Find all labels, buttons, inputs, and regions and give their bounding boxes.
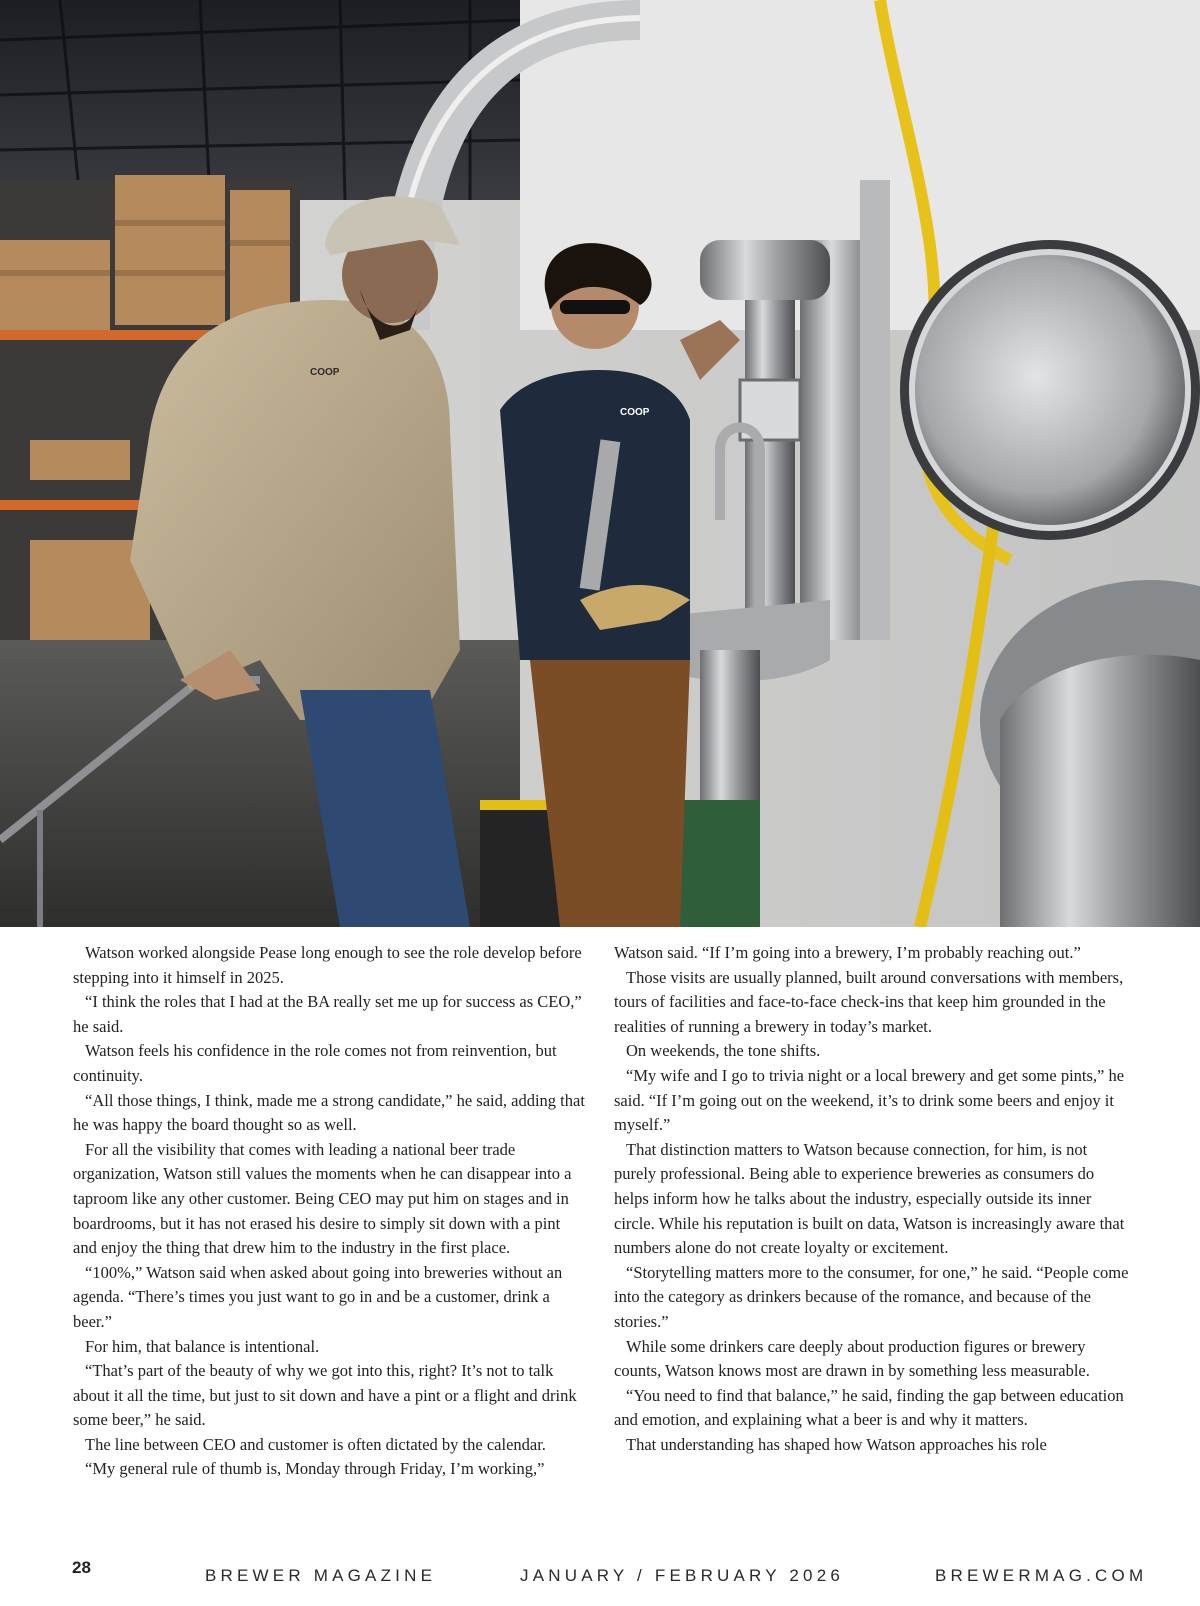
article-column-left [73, 941, 588, 1482]
paragraph: “All those things, I think, made me a strong candidate,” he said, adding that he was happy the board thought so as well. [73, 1090, 585, 1135]
paragraph: “I think the roles that I had at the BA really set me up for success as CEO,” he said. [73, 992, 582, 1036]
paragraph: “That’s part of the beauty of why we got into this, right? It’s not to talk about it all the time, but just to sit down and have a pint or a flight and drink some beer,” he said. [73, 1361, 577, 1430]
paragraph: For him, that balance is intentional. [85, 1336, 320, 1356]
paragraph: While some drinkers care deeply about production figures or brewery counts, Watson knows most are drawn in by something less measurable. [614, 1336, 1090, 1381]
shirt-logo: COOP [620, 407, 650, 418]
paragraph: That distinction matters to Watson because connection, for him, is not purely professional. Being able to experience breweries as consumers do helps inform how he talks about the industry, especially outside its inner circle. While his reputation is built on data, Watson is increasingly aware that numbers alone do not create loyalty or excitement. [614, 1139, 1125, 1258]
article-column-right [614, 941, 1129, 1482]
paragraph: Watson worked alongside Pease long enough to see the role develop before stepping into it himself in 2025. [73, 943, 582, 987]
paragraph: “My wife and I go to trivia night or a local brewery and get some pints,” he said. “If I’m going out on the weekend, it’s to drink some beers and enjoy it myself.” [614, 1065, 1125, 1135]
paragraph: Those visits are usually planned, built around conversations with members, tours of facilities and face-to-face check-ins that keep him grounded in the realities of running a brewery in today’s market. [614, 967, 1124, 1036]
article-body [73, 941, 1129, 1482]
paragraph: “My general rule of thumb is, Monday through Friday, I’m working,” [85, 1459, 545, 1479]
page-number: 28 [72, 1558, 91, 1577]
paragraph: That understanding has shaped how Watson approaches his role [626, 1434, 1047, 1454]
paragraph: Watson feels his confidence in the role comes not from reinvention, but continuity. [73, 1041, 557, 1085]
paragraph: “Storytelling matters more to the consumer, for one,” he said. “People come into the category as drinkers because of the romance, and because of the stories.” [614, 1262, 1129, 1331]
magazine-name: BREWER MAGAZINE [205, 1566, 437, 1585]
paragraph: “You need to find that balance,” he said, finding the gap between education and emotion, and explaining what a beer is and why it matters. [614, 1385, 1124, 1430]
paragraph: “100%,” Watson said when asked about going into breweries without an agenda. “There’s times you just want to go in and be a customer, drink a beer.” [73, 1262, 563, 1331]
paragraph: For all the visibility that comes with leading a national beer trade organization, Watson still values the moments when he can disappear into a taproom like any other customer. Being CEO may put him on stages and in boardrooms, but it has not erased his desire to simply sit down with a pint and enjoy the thing that drew him to the industry in the first place. [73, 1139, 572, 1258]
website-url[interactable]: BREWERMAG.COM [935, 1566, 1148, 1585]
paragraph: On weekends, the tone shifts. [626, 1041, 821, 1061]
page-footer [0, 1558, 1200, 1592]
issue-date: JANUARY / FEBRUARY 2026 [520, 1566, 844, 1585]
paragraph: The line between CEO and customer is often dictated by the calendar. [85, 1434, 546, 1454]
paragraph-continued: Watson said. “If I’m going into a brewery, I’m probably reaching out.” [614, 943, 1081, 962]
shirt-logo-left: COOP [310, 367, 340, 378]
